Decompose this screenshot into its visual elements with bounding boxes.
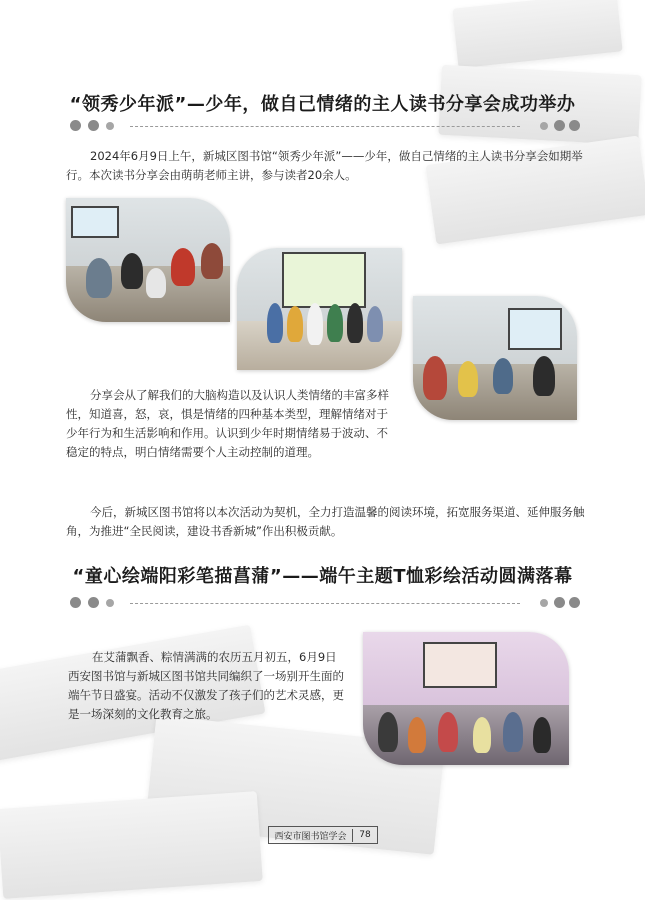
dotted-divider	[70, 120, 580, 132]
dotted-divider	[70, 597, 580, 609]
background-book-illustration	[0, 791, 263, 899]
background-book-illustration	[452, 0, 622, 68]
article1-title: “领秀少年派”—少年，做自己情绪的主人读书分享会成功举办	[69, 94, 576, 115]
page-footer	[268, 826, 378, 844]
page-number: 78	[359, 830, 371, 840]
event-photo-lecture	[413, 296, 577, 420]
event-photo-audience	[66, 198, 230, 322]
article1-body-part1: 分享会从了解我们的大脑构造以及认识人类情绪的丰富多样性，知道喜，怒，哀，惧是情绪的四种基本类型，理解情绪对于少年行为和生活影响和作用。认识到少年时期情绪易于波动、不稳定的特点，明白情绪需要个人主动控制的道理。	[66, 388, 389, 459]
article2-title: “童心绘端阳彩笔描菖蒲”——端午主题T恤彩绘活动圆满落幕	[72, 566, 573, 587]
article2-body: 在艾蒲飘香、粽情满满的农历五月初五，6月9日西安图书馆与新城区图书馆共同编织了一场别开生面的端午节日盛宴。活动不仅激发了孩子们的艺术灵感，更是一场深刻的文化教育之旅。	[68, 650, 344, 721]
article1-body-part2: 今后，新城区图书馆将以本次活动为契机，全力打造温馨的阅读环境，拓宽服务渠道、延伸服务触角，为推进“全民阅读，建设书香新城”作出积极贡献。	[66, 505, 585, 538]
event-photo-painting-activity	[363, 632, 569, 765]
event-photo-group	[237, 248, 402, 370]
publication-name: 西安市图书馆学会	[269, 829, 353, 842]
article1-intro: 2024年6月9日上午，新城区图书馆“领秀少年派”——少年，做自己情绪的主人读书分享会如期举行。本次读书分享会由萌萌老师主讲，参与读者20余人。	[66, 149, 583, 182]
